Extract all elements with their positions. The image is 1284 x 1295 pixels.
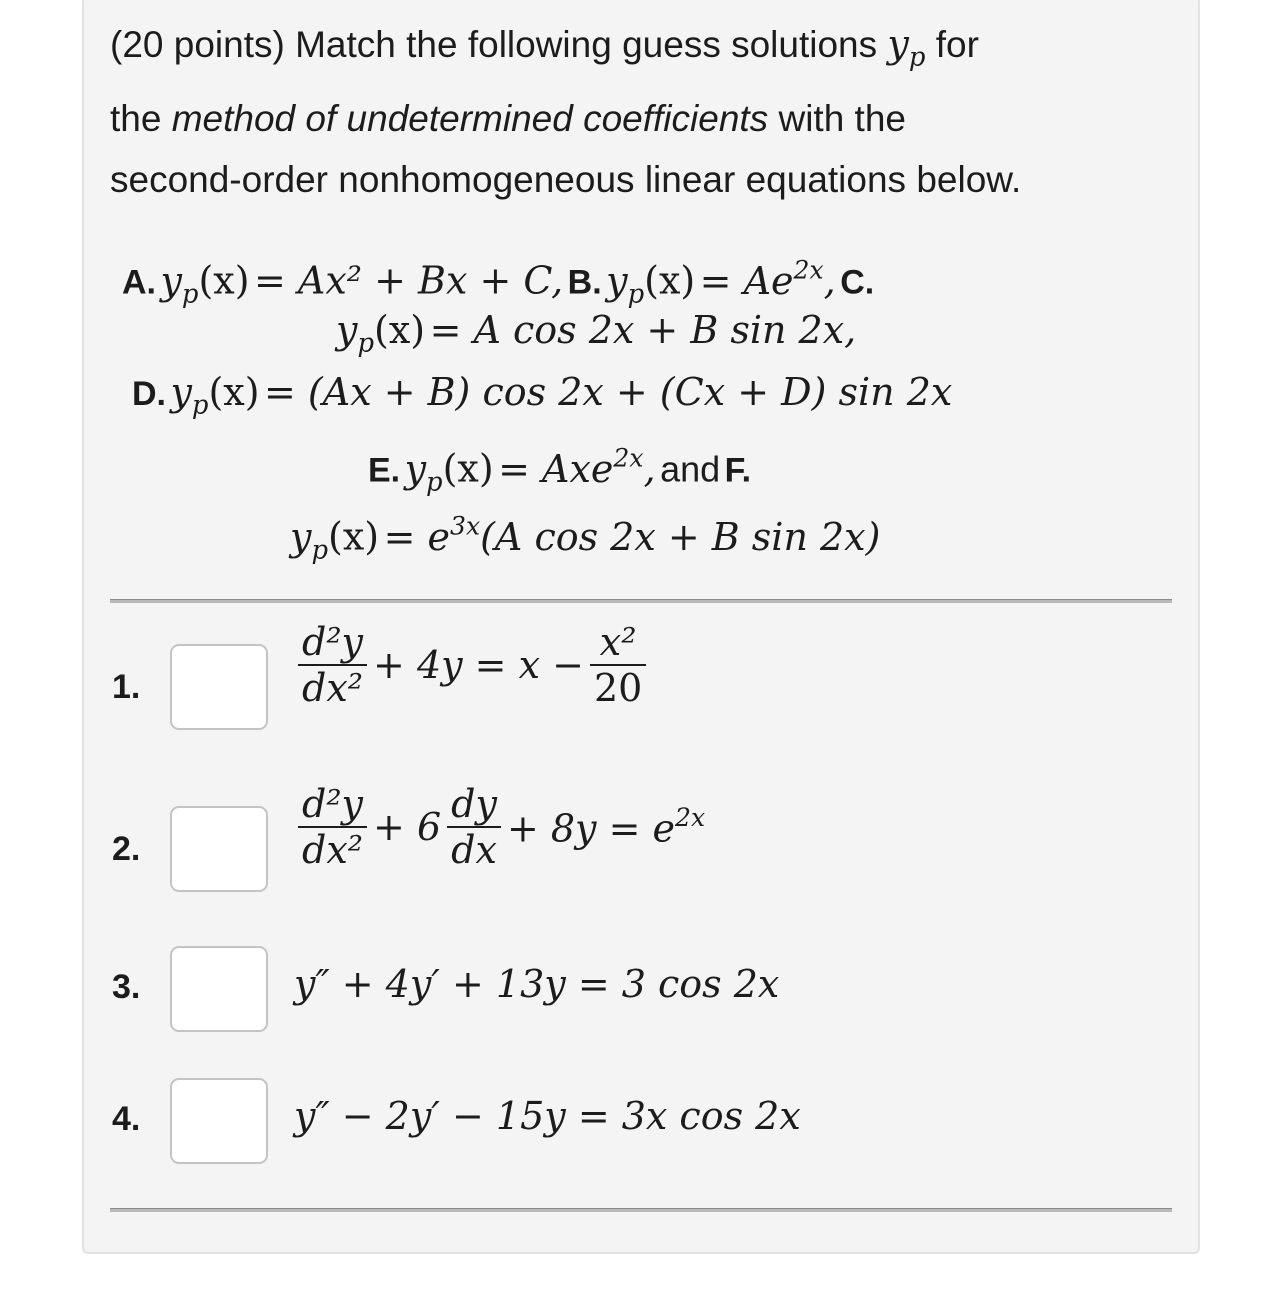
guess-a-formula: = Ax² + Bx + C, bbox=[254, 258, 564, 303]
guess-line-2: $y_p(x) = A$ cos 2x + B sin 2x, bbox=[336, 308, 857, 359]
guess-line-3: D. $y_p(x) = (Ax + B)$ cos 2x + (Cx + D) sin 2x bbox=[132, 370, 953, 421]
guess-line-5: $y_p(x) = e^{3x}(A$ cos 2x + B sin 2x) bbox=[290, 511, 881, 565]
equation-1: $\frac{\text{d²y}}{\text{dx²}}$ + 4y = x − $\frac{\text{x²}}{20}$ bbox=[292, 620, 652, 710]
eq1-frac-x2: $\frac{\text{x²}}{20}$ bbox=[590, 620, 646, 710]
equation-number-1: 1. bbox=[112, 668, 141, 706]
equation-number-3: 3. bbox=[112, 968, 141, 1006]
guess-f-formula: = $e^{3x}(A$ cos 2x + B sin 2x) bbox=[383, 511, 881, 559]
equation-2: $\frac{\text{d²y}}{\text{dx²}}$ + 6 $\frac{dy}{dx}$ + $8y = e^{2x}$ bbox=[292, 782, 705, 872]
answer-box-1[interactable] bbox=[170, 644, 268, 730]
eq1-frac-d2y: $\frac{\text{d²y}}{\text{dx²}}$ bbox=[298, 620, 367, 710]
intro-line-1: (20 points) Match the following guess solutions $y_p$ for bbox=[110, 22, 979, 73]
answer-box-2[interactable] bbox=[170, 806, 268, 892]
guess-d-formula: = (Ax + B) cos 2x + (Cx + D) sin 2x bbox=[264, 370, 953, 414]
label-c: C. bbox=[840, 263, 875, 302]
guess-b-formula: = $Ae^{2x}$, bbox=[699, 255, 836, 303]
answer-box-4[interactable] bbox=[170, 1078, 268, 1164]
yp-symbol: $y_p$ bbox=[887, 22, 926, 73]
intro-emphasis: method of undetermined coefficients bbox=[171, 98, 769, 140]
guess-line-4: E. $y_p(x) = Axe^{2x}$, and F. bbox=[368, 443, 752, 497]
equation-4: y″ − 2y′ − 15y = 3x cos 2x bbox=[294, 1094, 801, 1138]
and-text: and bbox=[660, 448, 721, 490]
equation-number-2: 2. bbox=[112, 830, 141, 868]
eq2-frac-dy: $\frac{dy}{dx}$ bbox=[447, 782, 501, 872]
label-f: F. bbox=[724, 451, 752, 490]
intro-line-3: second-order nonhomogeneous linear equations below. bbox=[110, 159, 1022, 201]
guess-c-formula: = A cos 2x + B sin 2x, bbox=[429, 308, 857, 352]
label-d: D. bbox=[132, 375, 166, 413]
answer-box-3[interactable] bbox=[170, 946, 268, 1032]
eq2-frac-d2y: $\frac{\text{d²y}}{\text{dx²}}$ bbox=[298, 782, 367, 872]
label-b: B. bbox=[567, 263, 602, 302]
equation-number-4: 4. bbox=[112, 1100, 141, 1138]
divider-top bbox=[110, 599, 1172, 603]
guess-e-formula: = Axe$^{2x}$, bbox=[498, 443, 656, 491]
label-e: E. bbox=[368, 451, 401, 490]
divider-bottom bbox=[110, 1208, 1172, 1212]
equation-3: y″ + 4y′ + 13y = 3 cos 2x bbox=[294, 962, 780, 1006]
label-a: A. bbox=[122, 263, 156, 302]
question-intro bbox=[110, 14, 1190, 210]
guess-line-1: A. $y_p(x) = Ax^2 + Bx + C$, B. $y_p(x) = Ae^{2x}$, C. bbox=[122, 255, 875, 309]
intro-line-2: the method of undetermined coefficients with the bbox=[110, 98, 906, 140]
